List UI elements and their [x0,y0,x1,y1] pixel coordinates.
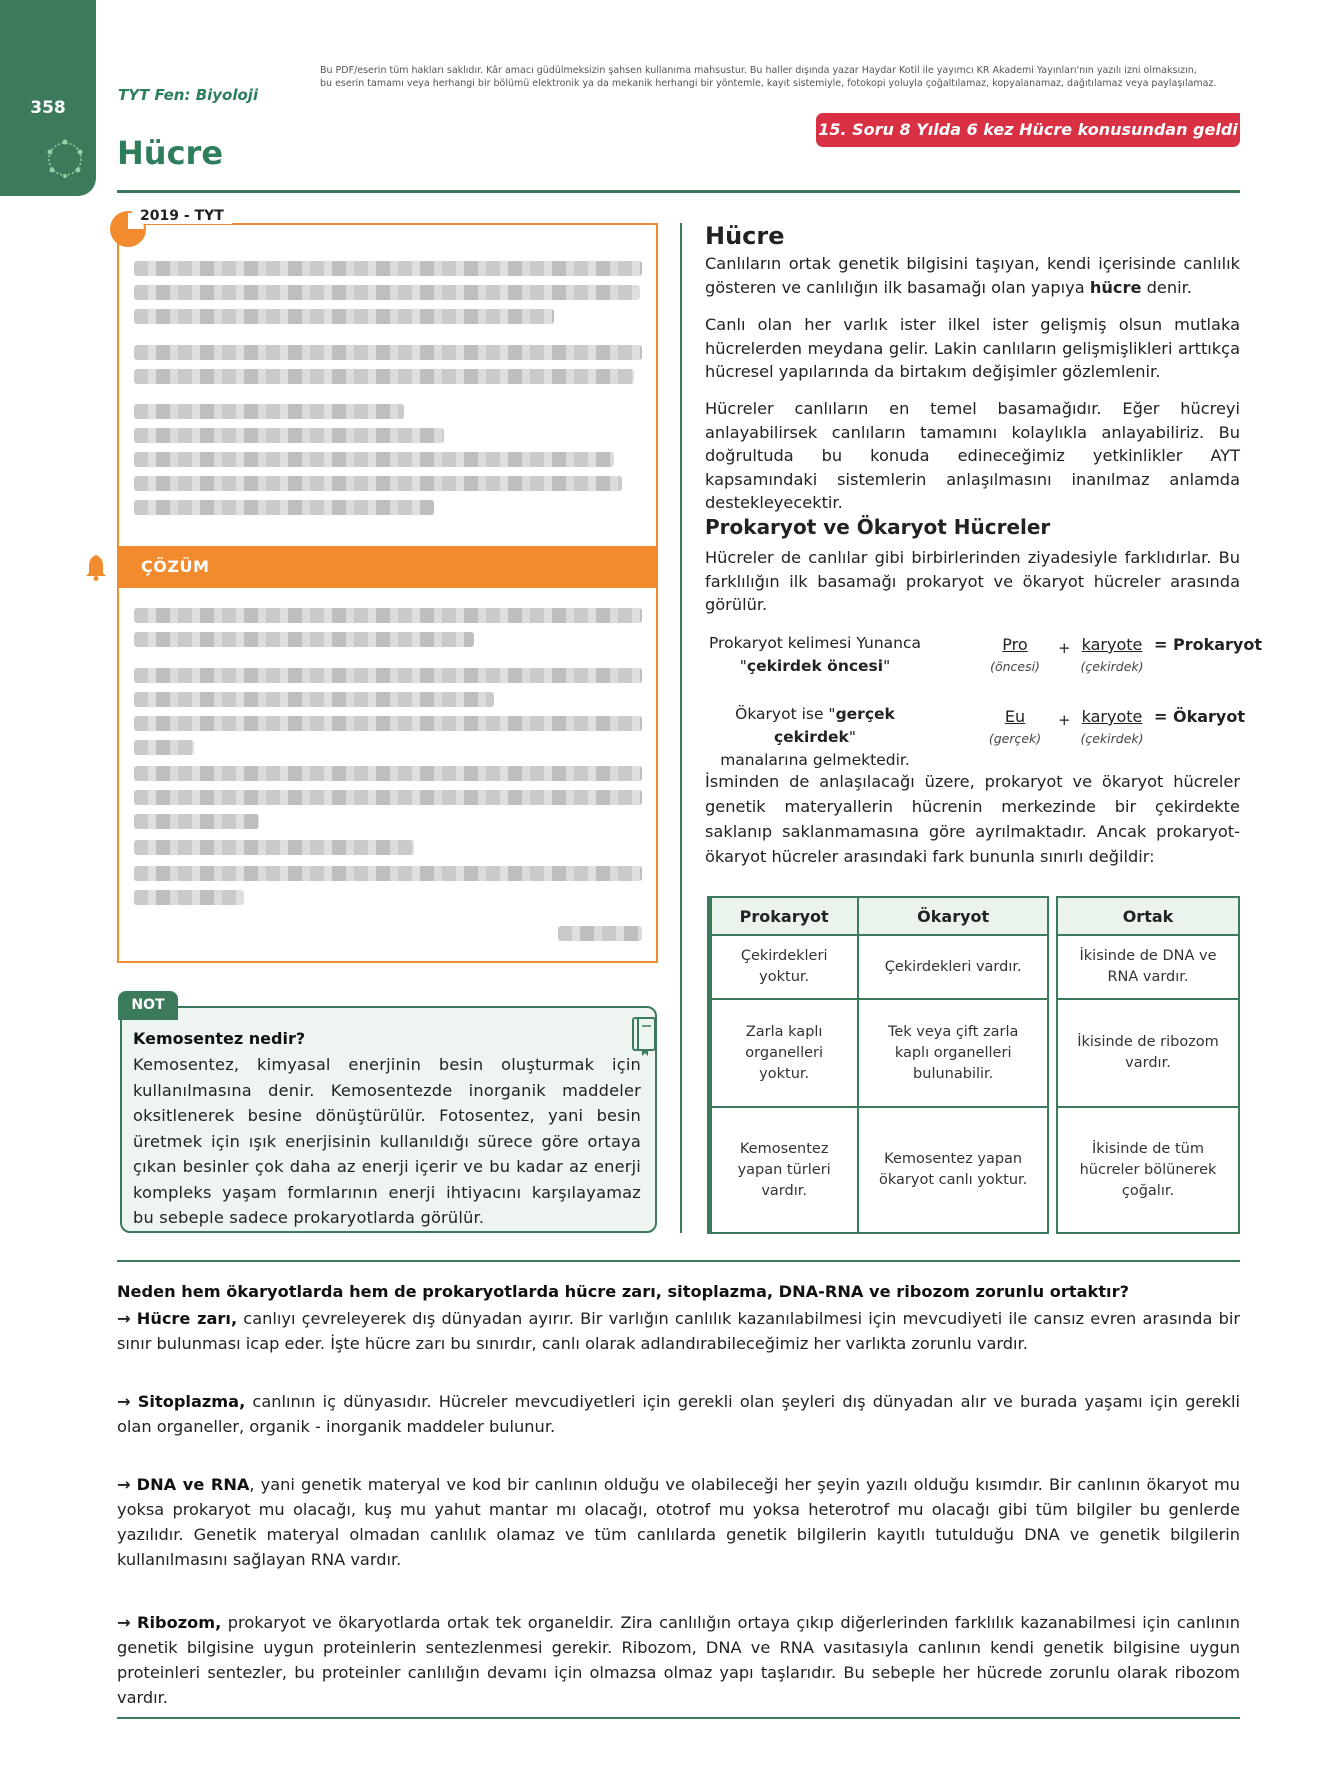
etymology-okaryot: Ökaryot ise "gerçek çekirdek" manalarına gelmektedir. [720,705,910,769]
intro-paragraph: Canlıların ortak genetik bilgisini taşıyan, kendi içerisinde canlılık gösteren ve canlılığın ilk basamağı olan yapıya hücre denir. [705,254,1240,297]
etymology-prokaryot: Prokaryot kelimesi Yunanca "çekirdek öncesi" [708,634,922,675]
copyright-notice: Bu PDF/eserin tüm hakları saklıdır. Kâr amacı güdülmeksizin şahsen kullanıma mahsustur. Bu haller dışında yazar Haydar Kotil ile yayımcı KR Akademi Yayınları'nın yazılı izni olmaksızın, bu eserin tamamı veya herhangi bir bölümü elektronik ya da mekanik herhangi bir yöntemle, kayıt sistemiyle, fotokopi yoluyla çoğaltılamaz, kopyalanamaz, dağıtılamaz veya paylaşılamaz. [320,65,1217,89]
paragraph-5: İsminden de anlaşılacağı üzere, prokaryot ve ökaryot hücreler genetik materyallerin hücrenin merkezinde bir çekirdekte saklanıp saklanmamasına göre ayrılmaktadır. Ancak prokaryot-ökaryot hücreler arasındaki fark bununla sınırlı değildir: [705,772,1240,866]
eu-meaning: (gerçek) [988,731,1042,746]
okaryot-result: = Ökaryot [1154,707,1245,726]
paragraph-4: Hücreler de canlılar gibi birbirlerinden ziyadesiyle farklıdırlar. Bu farklılığın ilk basamağı prokaryot ve ökaryot hücreler arasında görülür. [705,548,1240,614]
comparison-table-left [709,896,1049,1234]
paragraph-3: Hücreler canlıların en temel basamağıdır. Eğer hücreyi anlayabilirsek canlıların tamamını kolaylıkla anlayabiliriz. Bu doğrultuda bu konuda edineceğimiz yetkinlikler AYT kapsamındaki sistemlerin anlaşılmasını inanılmaz anlamda destekleyecektir. [705,399,1240,512]
eu-root: Eu [1004,707,1026,726]
item-ribozom: → Ribozom, prokaryot ve ökaryotlarda ortak tek organeldir. Zira canlılığın ortaya çıkıp diğerlerinden farklılık kazanabilmesi için canlının genetik bilgisine uygun proteinlerin sentezlenmesi gerekir. Ribozom, DNA ve RNA vasıtasıyla canlının kendi genetik bilgisine uygun proteinleri sentezler, bu proteinler canlılığın devamı için olmazsa olmaz yapı taşlarıdır. Bu sebeple her hücrede zorunlu olarak ribozom vardır. [117,1613,1240,1707]
table-cell: Çekirdekleri vardır. [858,935,1048,999]
subject-label: TYT Fen: Biyoloji [118,86,259,104]
note-tag: NOT [118,991,178,1020]
note-title: Kemosentez nedir? [133,1029,306,1048]
section-title: Hücre [705,222,785,250]
book-icon [630,1016,660,1056]
header-ortak: Ortak [1057,897,1239,935]
header-prokaryot: Prokaryot [710,897,858,935]
prokaryot-result: = Prokaryot [1154,635,1262,654]
note-body: Kemosentez, kimyasal enerjinin besin oluşturmak için kullanılmasına denir. Kemosentezde inorganik maddeler oksitlenerek besine dönüştürülür. Fotosentez, yani besin üretmek için ışık enerjisinin kullanıldığı sürece göre ortaya çıkan besinler çok daha az enerji içerir ve bu kadar az enerji kompleks yaşam formlarının enerji ihtiyacını karşılayamaz bu sebeple sadece prokaryotlarda görülür. [133,1055,641,1227]
comparison-table-common [1056,896,1240,1234]
table-cell: Kemosentez yapan türleri vardır. [710,1107,858,1233]
paragraph-2: Canlı olan her varlık ister ilkel ister gelişmiş olsun mutlaka hücrelerden meydana gelir. Lakin canlıların gelişmişlikleri arttıkça hücresel yapılarında da birtakım değişimler gözlemlenir. [705,315,1240,381]
bell-icon [85,553,107,581]
header-rule [117,190,1240,193]
bottom-question: Neden hem ökaryotlarda hem de prokaryotlarda hücre zarı, sitoplazma, DNA-RNA ve ribozom zorunlu ortaktır? [117,1282,1129,1301]
solution-bar: ÇÖZÜM [117,546,658,588]
item-dna-rna: → DNA ve RNA, yani genetik materyal ve kod bir canlının olduğu ve olabileceği her şeyin yazılı olduğu kısımdır. Bir canlının ökaryot mu yoksa prokaryot mu olacağı, kuş mu yahut mantar mı olacağı, ototrof mu yoksa heterotrof mu olacağı gibi tüm bilgiler bu genlerde yazılıdır. Genetik materyal olmadan canlılık olamaz ve tüm canlılarda genetik bilgilerin kayıtlı tutulduğu DNA ve genetik bilgilerin kullanılmasını sağlayan RNA vardır. [117,1475,1241,1569]
section-rule [117,1260,1240,1262]
karyote-root: karyote [1081,635,1143,654]
karyote-meaning: (çekirdek) [1080,659,1144,674]
pro-meaning: (öncesi) [990,659,1040,674]
plus-sign: + [1058,711,1071,729]
header-okaryot: Ökaryot [858,897,1048,935]
karyote-meaning: (çekirdek) [1080,731,1144,746]
page-number: 358 [30,98,66,118]
chapter-title: Hücre [117,134,224,172]
footer-rule [117,1717,1240,1719]
pro-root: Pro [1002,635,1028,654]
table-cell: İkisinde de DNA ve RNA vardır. [1057,935,1239,999]
karyote-root: karyote [1081,707,1143,726]
subsection-title: Prokaryot ve Ökaryot Hücreler [705,515,1051,539]
question-year: 2019 - TYT [132,208,232,224]
column-divider [680,223,682,1233]
table-cell: İkisinde de tüm hücreler bölünerek çoğalır. [1057,1107,1239,1233]
table-accent-bar [707,896,712,1234]
table-cell: Çekirdekleri yoktur. [710,935,858,999]
item-hucre-zari: → Hücre zarı, canlıyı çevreleyerek dış dünyadan ayırır. Bir varlığın canlılık kazanılabilmesi için mevcudiyeti ile cansız evren arasında bir sınır bulunması icap eder. İşte hücre zarı bu sınırdır, canlı olarak adlandırabileceğimiz her varlıkta zorunlu vardır. [117,1309,1240,1353]
table-cell: Tek veya çift zarla kaplı organelleri bulunabilir. [858,999,1048,1107]
plus-sign: + [1058,639,1071,657]
molecule-icon [40,134,90,184]
question-stat-badge: 15. Soru 8 Yılda 6 kez Hücre konusundan geldi [816,113,1240,147]
item-sitoplazma: → Sitoplazma, canlının iç dünyasıdır. Hücreler mevcudiyetleri için gerekli olan şeyleri dış dünyadan alır ve burada yaşamı için gerekli olan organeller, organik - inorganik maddeler bulunur. [117,1392,1240,1436]
table-cell: Zarla kaplı organelleri yoktur. [710,999,858,1107]
table-cell: Kemosentez yapan ökaryot canlı yoktur. [858,1107,1048,1233]
table-cell: İkisinde de ribozom vardır. [1057,999,1239,1107]
